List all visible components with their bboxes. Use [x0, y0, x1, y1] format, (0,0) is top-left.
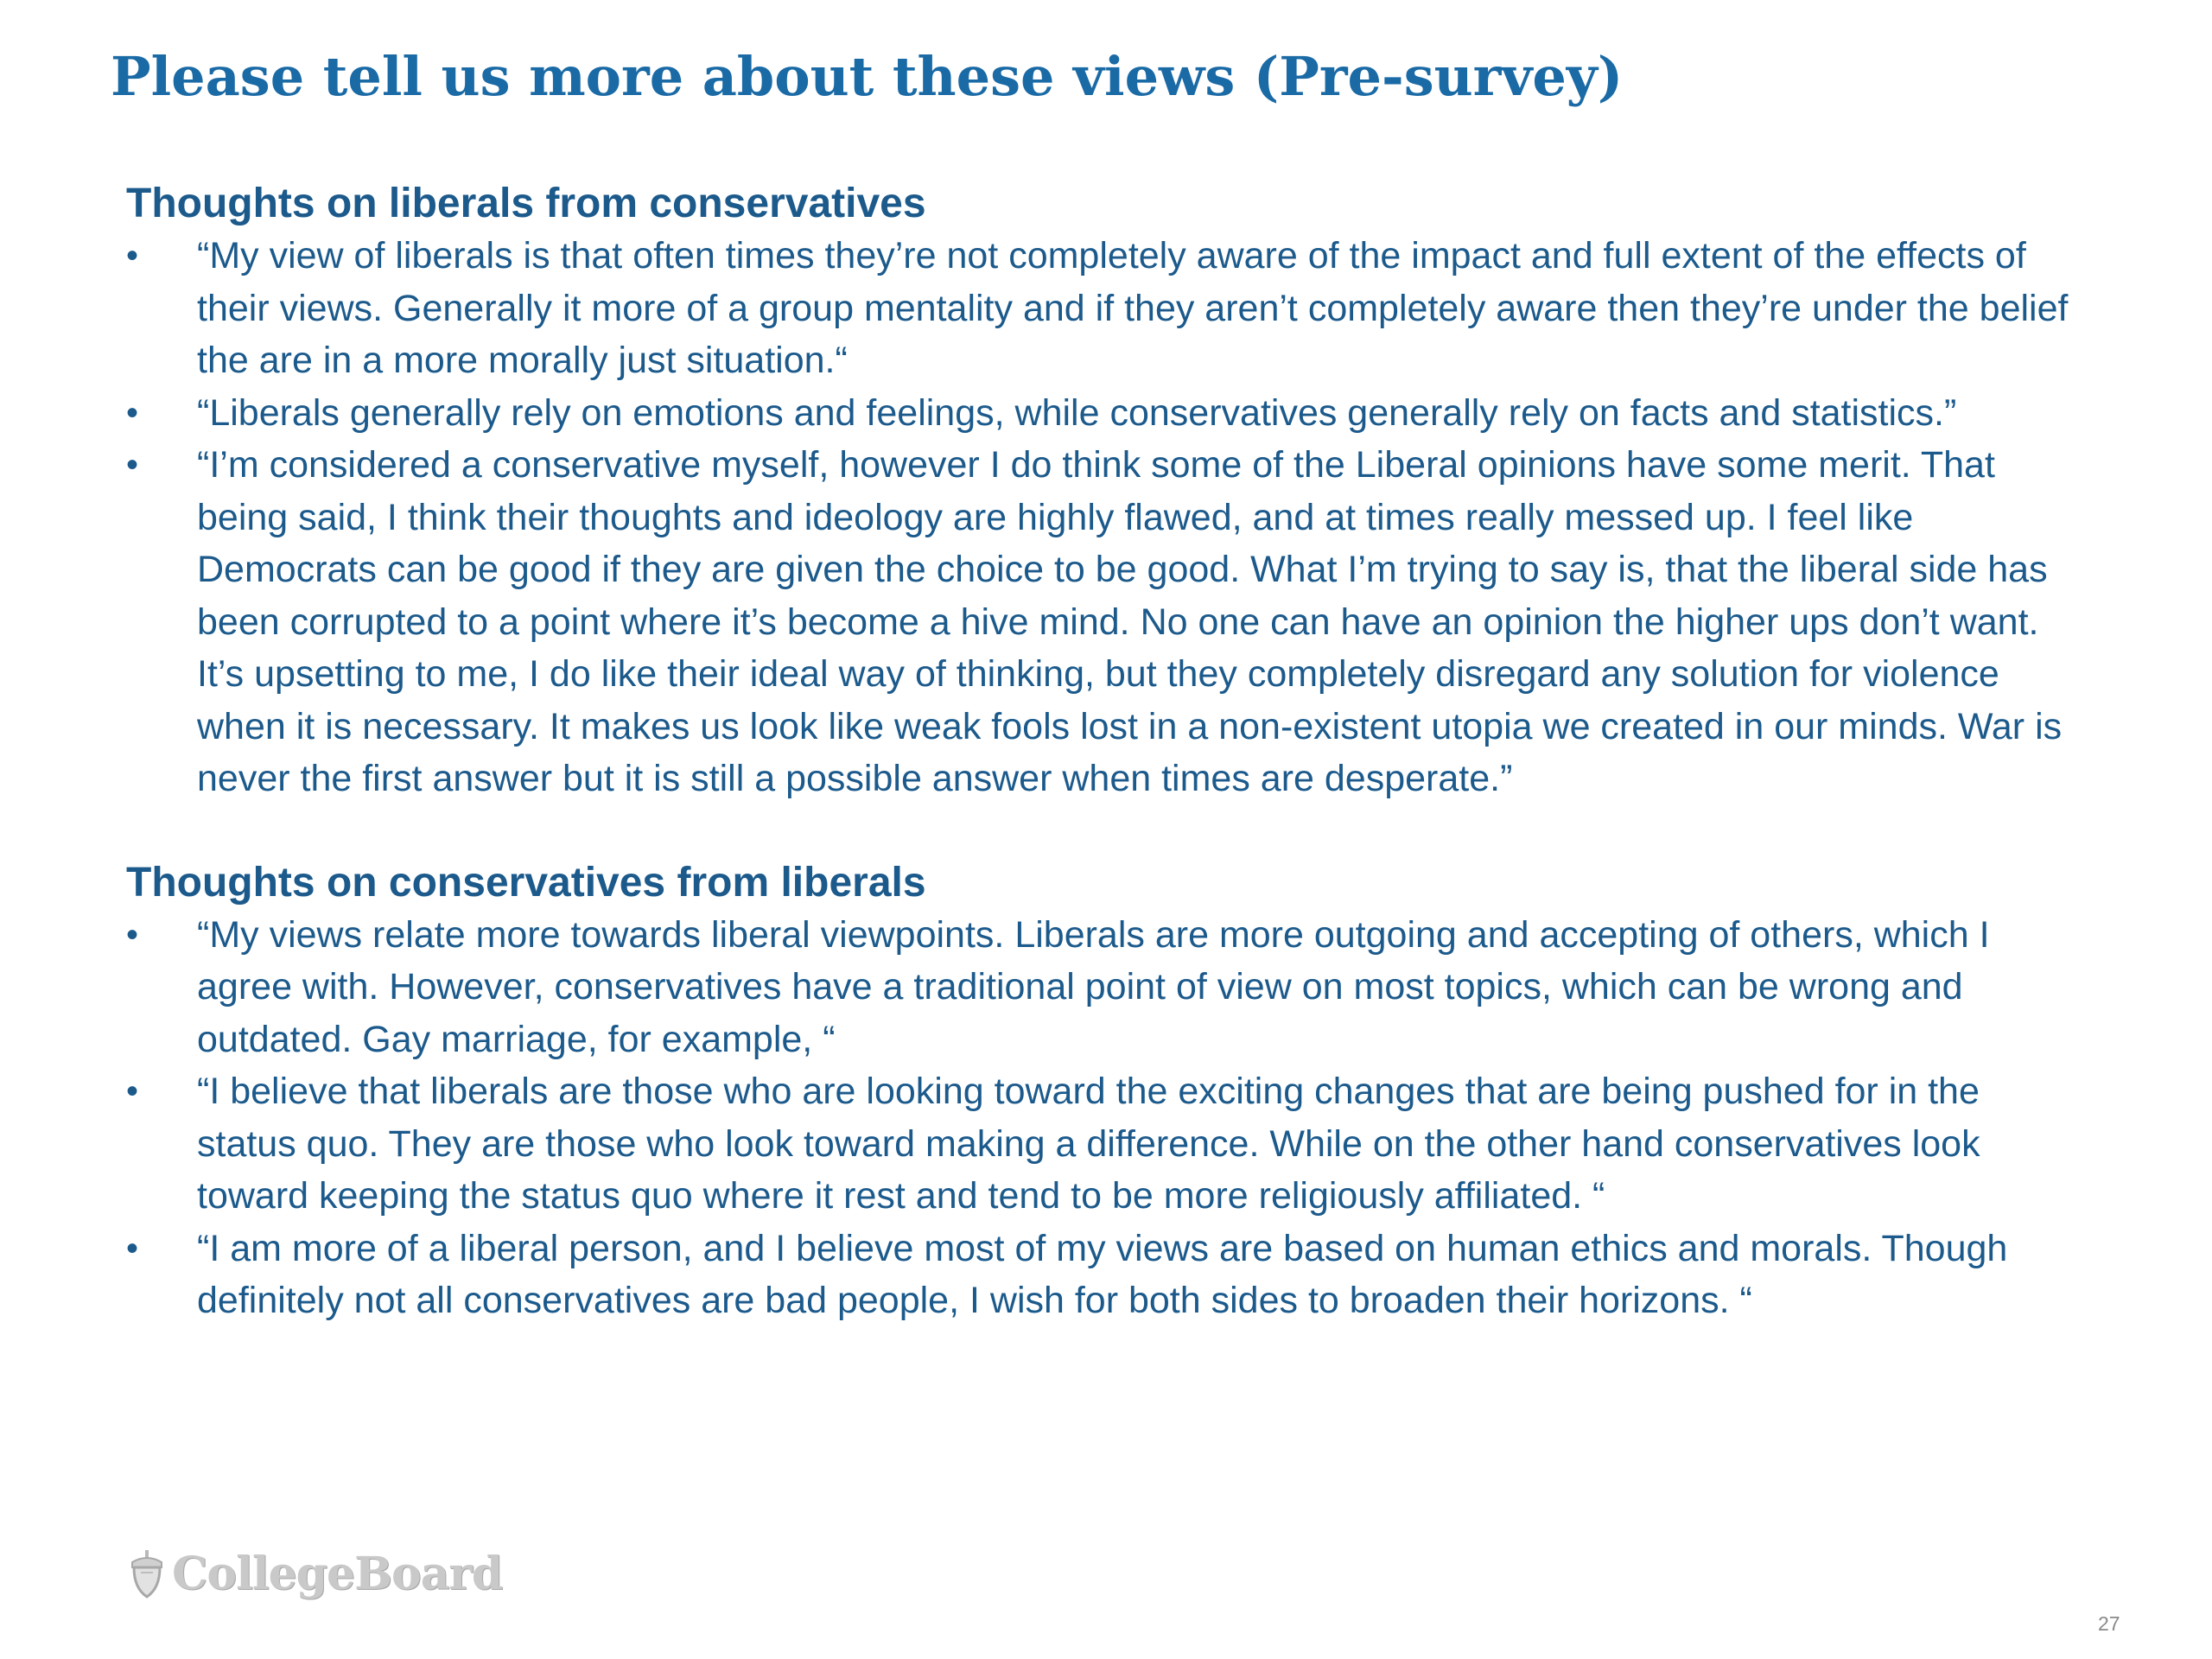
quote-item: [126, 909, 2088, 1066]
quote-text: “Liberals generally rely on emotions and feelings, while conservatives generally rely on facts and statistics.”: [197, 391, 1957, 434]
page-number: 27: [2098, 1612, 2120, 1635]
bullet-icon: •: [126, 446, 139, 484]
quote-text: “I am more of a liberal person, and I believe most of my views are based on human ethics and morals. Though definitely not all conservatives are bad people, I wish for both sides to broaden their horizons. “: [197, 1227, 2008, 1321]
quote-text: “My view of liberals is that often times they’re not completely aware of the impact and full extent of the effects of their views. Generally it more of a group mentality and if they aren’t completely aware then they’re under the belief the are in a more morally just situation.“: [197, 235, 2069, 381]
bullet-icon: •: [126, 237, 139, 275]
bullet-icon: •: [126, 915, 139, 954]
quote-item: [126, 387, 2088, 440]
collegeboard-logo: [125, 1547, 502, 1600]
bullet-icon: •: [126, 393, 139, 432]
quote-item: [126, 1065, 2088, 1223]
bullet-icon: •: [126, 1072, 139, 1110]
quote-text: “I believe that liberals are those who are looking toward the exciting changes that are being pushed for in the status quo. They are those who look toward making a difference. While on the other hand conservatives look toward keeping the status quo where it rest and tend to be more religiously affiliated. “: [197, 1071, 1980, 1217]
quote-text: “I’m considered a conservative myself, however I do think some of the Liberal opinions have some merit. That being said, I think their thoughts and ideology are highly flawed, and at times really messed up. I feel like Democrats can be good if they are given the choice to be good. What I’m trying to say is, that the liberal side has been corrupted to a point where it’s become a hive mind. No one can have an opinion the higher ups don’t want. It’s upsetting to me, I do like their ideal way of thinking, but they completely disregard any solution for violence when it is necessary. It makes us look like weak fools lost in a non-existent utopia we created in our minds. War is never the first answer but it is still a possible answer when times are desperate.”: [197, 444, 2063, 799]
slide-content: [126, 178, 2088, 1327]
section-heading: Thoughts on liberals from conservatives: [126, 181, 926, 226]
logo-text: CollegeBoard: [172, 1547, 503, 1600]
section-heading: Thoughts on conservatives from liberals: [126, 859, 926, 906]
slide-title: Please tell us more about these views (Pre-survey): [111, 45, 1624, 108]
quote-item: [126, 439, 2088, 805]
section-conservatives-from-liberals: [126, 857, 2088, 1327]
quote-list: [126, 909, 2088, 1327]
section-liberals-from-conservatives: [126, 178, 2088, 805]
quote-item: [126, 230, 2088, 387]
quote-list: [126, 230, 2088, 805]
bullet-icon: •: [126, 1229, 139, 1268]
quote-text: “My views relate more towards liberal viewpoints. Liberals are more outgoing and accepting of others, which I agree with. However, conservatives have a traditional point of view on most topics, which can be wrong and outdated. Gay marriage, for example, “: [197, 913, 1990, 1060]
acorn-icon: [125, 1547, 168, 1600]
quote-item: [126, 1223, 2088, 1327]
